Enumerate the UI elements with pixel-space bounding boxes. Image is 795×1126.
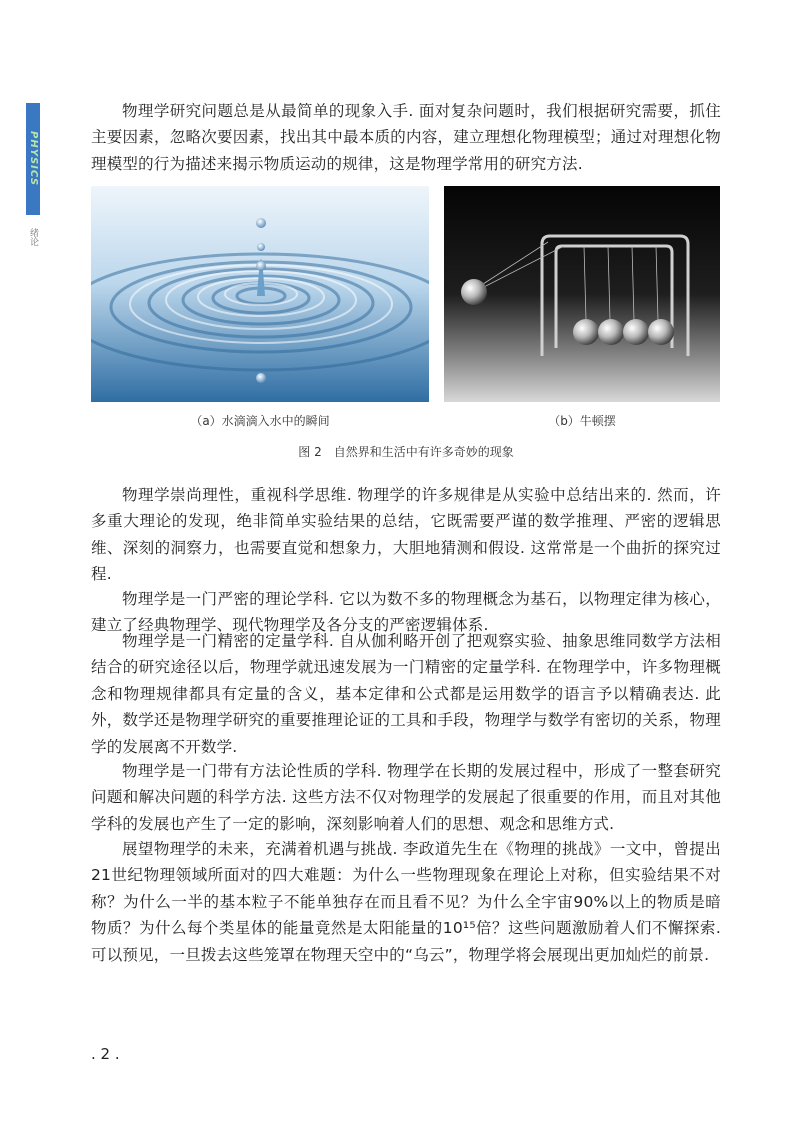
- side-tab-sub: 绪论: [28, 228, 38, 246]
- caption-a: （a）水滴滴入水中的瞬间: [190, 414, 330, 428]
- photo-newtons-cradle: [444, 186, 720, 402]
- paragraph-3: 物理学是一门严密的理论学科. 它以为数不多的物理概念为基石，以物理定律为核心，建立了经典物理学、现代物理学及各分支的严密逻辑体系.: [91, 590, 721, 635]
- paragraph-1: 物理学研究问题总是从最简单的现象入手. 面对复杂问题时，我们根据研究需要，抓住主要因素，忽略次要因素，找出其中最本质的内容，建立理想化物理模型；通过对理想化物理模型的行为描述来揭示物质运动的规律，这是物理学常用的研究方法.: [91, 102, 721, 173]
- paragraph-5: 物理学是一门带有方法论性质的学科. 物理学在长期的发展过程中，形成了一整套研究问题和解决问题的科学方法. 这些方法不仅对物理学的发展起了很重要的作用，而且对其他学科的发展也产生了一定的影响，深刻影响着人们的思想、观念和思维方式.: [91, 762, 721, 833]
- figure-title: 图 2 自然界和生活中有许多奇妙的现象: [298, 445, 514, 459]
- paragraph-4: 物理学是一门精密的定量学科. 自从伽利略开创了把观察实验、抽象思维同数学方法相结合的研究途径以后，物理学就迅速发展为一门精密的定量学科. 在物理学中，许多物理概念和物理规律都具有定量的含义，基本定律和公式都是运用数学的语言予以精确表达. 此外，数学还是物理学研究的重要推理论证的工具和手段，物理学与数学有密切的关系，物理学的发展离不开数学.: [91, 632, 721, 756]
- paragraph-6: 展望物理学的未来，充满着机遇与挑战. 李政道先生在《物理的挑战》一文中，曾提出21世纪物理领域所面对的四大难题：为什么一些物理现象在理论上对称，但实验结果不对称？为什么一半的基本粒子不能单独存在而且看不见？为什么全宇宙90%以上的物质是暗物质？为什么每个类星体的能量竟然是太阳能量的10¹⁵倍？这些问题激励着人们不懈探索. 可以预见，一旦拨去这些笼罩在物理天空中的“乌云”，物理学将会展现出更加灿烂的前景.: [91, 840, 721, 964]
- side-tab: [26, 103, 40, 215]
- page-number: . 2 .: [91, 1045, 120, 1063]
- caption-b: （b）牛顿摆: [548, 414, 616, 428]
- paragraph-2: 物理学崇尚理性，重视科学思维. 物理学的许多规律是从实验中总结出来的. 然而，许多重大理论的发现，绝非简单实验结果的总结，它既需要严谨的数学推理、严密的逻辑思维、深刻的洞察力，也需要直觉和想象力，大胆地猜测和假设. 这常常是一个曲折的探究过程.: [91, 486, 721, 584]
- photo-water-drop: [91, 186, 429, 402]
- side-tab-label: PHYSICS: [28, 131, 39, 187]
